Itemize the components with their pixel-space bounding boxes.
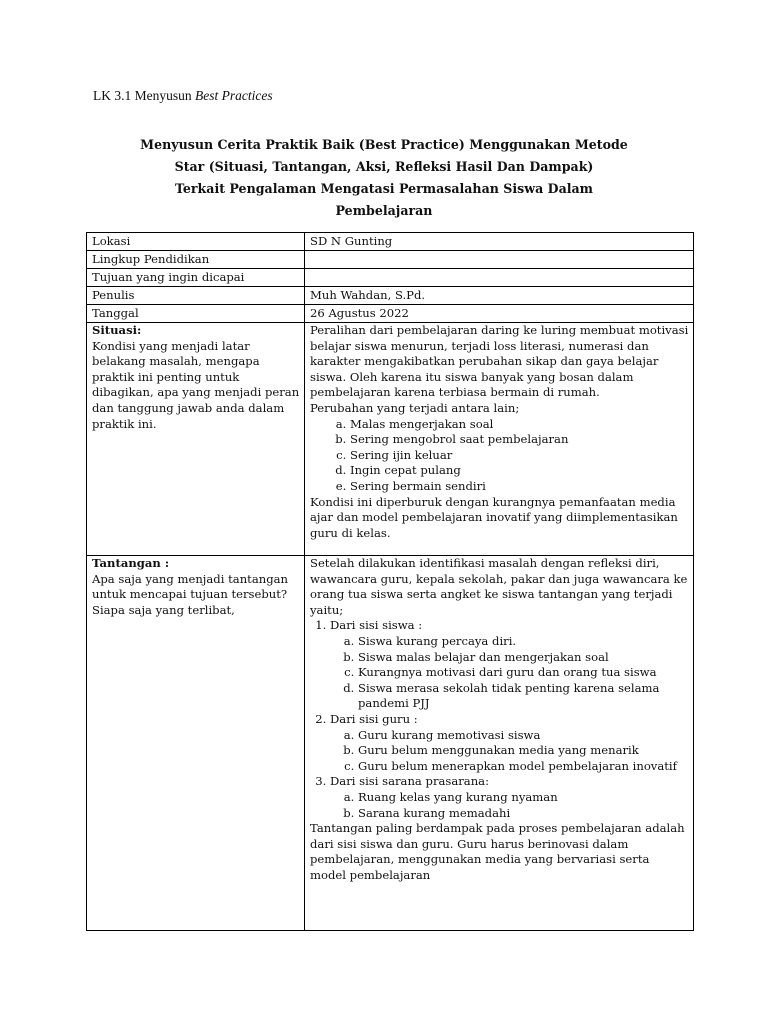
row-label: Lokasi xyxy=(87,233,305,251)
row-value: Muh Wahdan, S.Pd. xyxy=(305,287,694,305)
row-value xyxy=(305,251,694,269)
group-guru xyxy=(330,712,689,774)
list-item: b. Sarana kurang memadahi xyxy=(358,806,689,822)
group-title: Dari sisi sarana prasarana: xyxy=(330,774,490,789)
document-label xyxy=(93,88,273,104)
list-item: a. Guru kurang memotivasi siswa xyxy=(358,728,689,744)
row-label: Lingkup Pendidikan xyxy=(87,251,305,269)
group-list xyxy=(330,790,689,821)
list-item: a. Siswa kurang percaya diri. xyxy=(358,634,689,650)
list-item: b. Guru belum menggunakan media yang menarik xyxy=(358,743,689,759)
list-item: c. Sering ijin keluar xyxy=(350,448,689,464)
situasi-content-cell xyxy=(305,323,694,556)
situasi-heading: Situasi: xyxy=(92,323,142,337)
tantangan-prompt: Apa saja yang menjadi tantangan untuk mencapai tujuan tersebut? Siapa saja yang terlibat, xyxy=(92,571,289,617)
table-row-lokasi xyxy=(87,233,694,251)
group-list xyxy=(330,634,689,712)
situasi-list xyxy=(310,417,689,495)
title-line-1: Menyusun Cerita Praktik Baik (Best Practice) Menggunakan Metode xyxy=(140,137,628,152)
list-item: b. Siswa malas belajar dan mengerjakan soal xyxy=(358,650,689,666)
row-label: Tanggal xyxy=(87,305,305,323)
list-item: d. Siswa merasa sekolah tidak penting karena selama pandemi PJJ xyxy=(358,681,689,712)
table-row-situasi xyxy=(87,323,694,556)
tantangan-content-cell xyxy=(305,556,694,931)
situasi-closing: Kondisi ini diperburuk dengan kurangnya pemanfaatan media ajar dan model pembelajaran inovatif yang diimplementasikan guru di kelas. xyxy=(310,494,678,540)
list-item: d. Ingin cepat pulang xyxy=(350,463,689,479)
table-row-tantangan xyxy=(87,556,694,931)
group-list xyxy=(330,728,689,775)
label-prefix: LK 3.1 Menyusun xyxy=(93,88,195,103)
table-row-penulis xyxy=(87,287,694,305)
title-line-3: Terkait Pengalaman Mengatasi Permasalahan Siswa Dalam xyxy=(174,181,593,196)
list-item: b. Sering mengobrol saat pembelajaran xyxy=(350,432,689,448)
title-line-4: Pembelajaran xyxy=(335,203,433,218)
situasi-list-intro: Perubahan yang terjadi antara lain; xyxy=(310,400,520,415)
list-item: a. Malas mengerjakan soal xyxy=(350,417,689,433)
list-item: c. Guru belum menerapkan model pembelajaran inovatif xyxy=(358,759,689,775)
group-sarana xyxy=(330,774,689,821)
tantangan-heading: Tantangan : xyxy=(92,556,170,570)
tantangan-groups xyxy=(310,618,689,821)
list-item: c. Kurangnya motivasi dari guru dan orang tua siswa xyxy=(358,665,689,681)
row-value xyxy=(305,269,694,287)
best-practice-table xyxy=(86,232,694,931)
document-title xyxy=(85,134,683,222)
row-label: Penulis xyxy=(87,287,305,305)
title-line-2: Star (Situasi, Tantangan, Aksi, Refleksi Hasil Dan Dampak) xyxy=(174,159,594,174)
group-title: Dari sisi guru : xyxy=(330,711,418,726)
tantangan-intro: Setelah dilakukan identifikasi masalah dengan refleksi diri, wawancara guru, kepala sekolah, pakar dan juga wawancara ke orang tua siswa serta angket ke siswa tantangan yang terjadi yaitu; xyxy=(310,556,688,617)
table-row-tanggal xyxy=(87,305,694,323)
label-emphasis: Best Practices xyxy=(195,88,273,103)
row-value: SD N Gunting xyxy=(305,233,694,251)
situasi-prompt: Kondisi yang menjadi latar belakang masalah, mengapa praktik ini penting untuk dibagikan, apa yang menjadi peran dan tanggung jawab anda dalam praktik ini. xyxy=(92,338,300,431)
group-siswa xyxy=(330,618,689,712)
list-item: e. Sering bermain sendiri xyxy=(350,479,689,495)
group-title: Dari sisi siswa : xyxy=(330,618,423,633)
list-item: a. Ruang kelas yang kurang nyaman xyxy=(358,790,689,806)
situasi-label-cell xyxy=(87,323,305,556)
table-row-lingkup xyxy=(87,251,694,269)
row-value: 26 Agustus 2022 xyxy=(305,305,694,323)
tantangan-label-cell xyxy=(87,556,305,931)
tantangan-closing: Tantangan paling berdampak pada proses pembelajaran adalah dari sisi siswa dan guru. Guru harus berinovasi dalam pembelajaran, menggunakan media yang bervariasi serta model pembelajaran xyxy=(310,821,685,882)
row-label: Tujuan yang ingin dicapai xyxy=(87,269,305,287)
situasi-intro: Peralihan dari pembelajaran daring ke luring membuat motivasi belajar siswa menurun, terjadi loss literasi, numerasi dan karakter mengakibatkan perubahan sikap dan gaya belajar siswa. Oleh karena itu siswa banyak yang bosan dalam pembelajaran karena terbiasa bermain di rumah. xyxy=(310,323,689,400)
table-row-tujuan xyxy=(87,269,694,287)
